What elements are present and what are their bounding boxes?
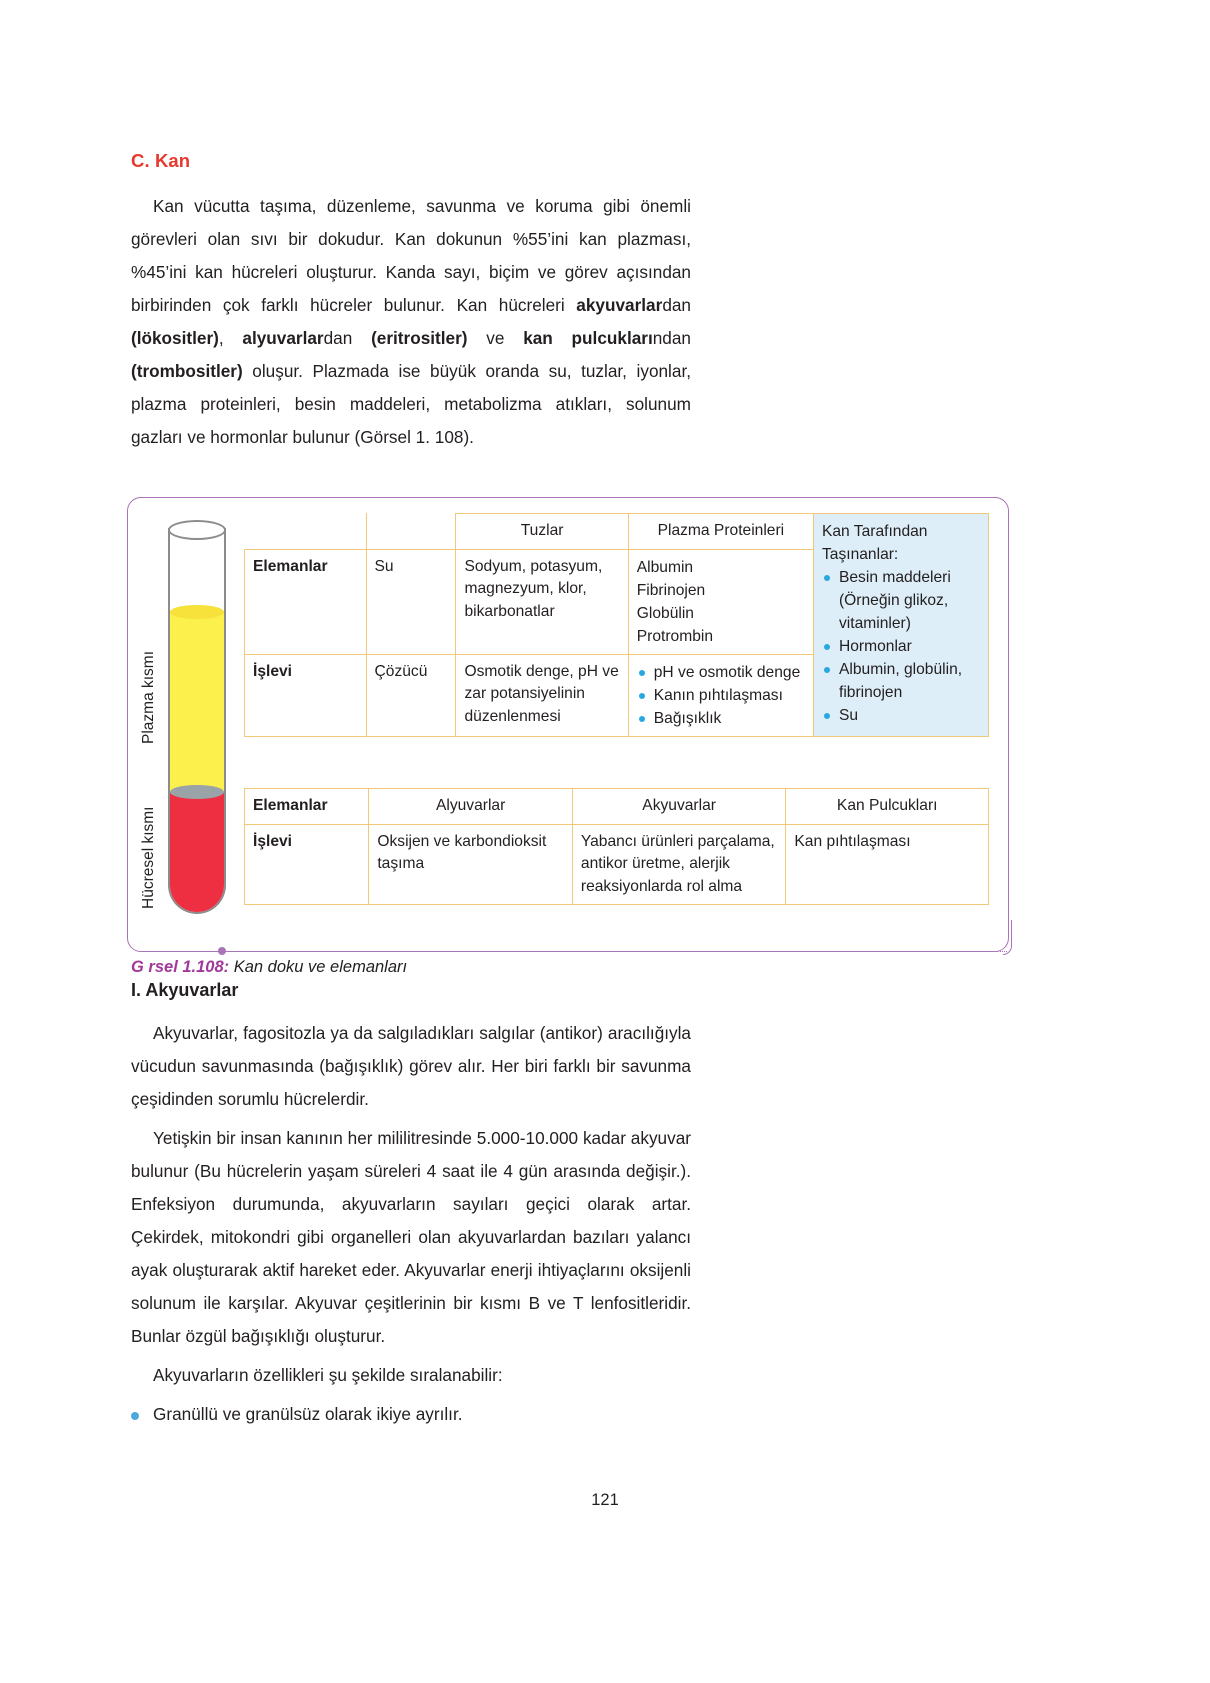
protein-item: Albumin — [636, 558, 694, 576]
tube-cells-layer — [170, 792, 224, 912]
cell-alyuvarlar-islev: Oksijen ve karbondioksit taşıma — [369, 824, 573, 905]
cell-pulcuklar-islev: Kan pıhtılaşması — [786, 824, 989, 905]
table-row — [245, 789, 989, 825]
islevi-protein-list — [637, 661, 805, 730]
paragraph-intro-t6: oluşur. Plazmada ise büyük oranda su, tuzlar, iyonlar, plazma proteinleri, besin maddeleri, metabolizma atıkları, solunum gazları ve hormonlar bulunur (Görsel 1. 108). — [131, 361, 691, 447]
term-akyuvarlar: akyuvarlar — [576, 295, 663, 315]
paragraph-akyuvarlar-1-text: Akyuvarlar, fagositozla ya da salgıladıkları salgılar (antikor) aracılığıyla vücudun savunmasında (bağışıklık) görev alır. Her biri farklı bir savunma çeşidinden sorumlu hücrelerdir. — [131, 1023, 691, 1109]
cell-elemanlar-su: Su — [366, 549, 456, 654]
figure-caption-text: Kan doku ve elemanları — [229, 958, 408, 976]
empty-cell-2 — [366, 514, 456, 550]
list-item: Bağışıklık — [637, 707, 805, 730]
row-label-elemanlar: Elemanlar — [245, 549, 367, 654]
paragraph-akyuvarlar-1 — [131, 1017, 691, 1116]
carried-title-line1: Kan Tarafından — [821, 523, 928, 540]
carried-items-list — [822, 566, 980, 727]
tube-rim — [168, 520, 226, 540]
cell-akyuvarlar-islev: Yabancı ürünleri parçalama, antikor üretme, alerjik reaksiyonlarda rol alma — [572, 824, 786, 905]
cell-elemanlar-tuzlar: Sodyum, potasyum, magnezyum, klor, bikarbonatlar — [456, 549, 628, 654]
row-label-islevi: İşlevi — [245, 654, 367, 736]
cell-islevi-tuzlar: Osmotik denge, pH ve zar potansiyelinin düzenlenmesi — [456, 654, 628, 736]
header-plazma-proteinleri: Plazma Proteinleri — [628, 514, 813, 550]
list-item: pH ve osmotik denge — [637, 661, 805, 684]
paragraph-intro-t1: dan — [662, 295, 691, 315]
page-title: C. Kan — [131, 150, 191, 171]
term-alyuvarlar: alyuvarlar — [242, 328, 324, 348]
tube-body — [168, 528, 226, 914]
paragraph-intro-part1: Kan vücutta taşıma, düzenleme, savunma ve koruma gibi önemli görevleri olan sıvı bir dokudur. Kan dokunun %55’ini kan plazması, %45’ini kan hücreleri oluşturur. Kanda sayı, biçim ve görev açısından birbirinden çok farklı hücreler bulunur. Kan hücreleri — [131, 196, 691, 315]
blood-tube-illustration — [138, 510, 248, 940]
paragraph-akyuvarlar-2-text: Yetişkin bir insan kanının her mililitresinde 5.000-10.000 kadar akyuvar bulunur (Bu hücrelerin yaşam süreleri 4 saat ile 4 gün arasında değişir.). Enfeksiyon durumunda, akyuvarların sayıları geçici olarak artar. Çekirdek, mitokondri gibi organelleri olan akyuvarlardan bazıları yalancı ayak oluşturarak aktif hareket eder. Akyuvarlar enerji ihtiyaçlarını oksijenli solunum ile karşılar. Akyuvar çeşitlerinin bir kısmı B ve T lenfositleridir. Bunlar özgül bağışıklığı oluşturur. — [131, 1128, 691, 1346]
test-tube-icon — [168, 520, 230, 920]
header-kan-pulcuklari: Kan Pulcukları — [786, 789, 989, 825]
cell-islevi-proteinler — [628, 654, 813, 736]
figure-caption — [131, 958, 407, 977]
protein-item: Fibrinojen — [636, 581, 706, 599]
paragraph-intro — [131, 190, 691, 454]
table-cellular — [244, 788, 989, 905]
paragraph-intro-t2: , — [218, 328, 243, 348]
tube-label-plasma: Plazma kısmı — [140, 650, 157, 744]
empty-corner-cell — [245, 514, 367, 550]
list-item: Besin maddeleri (Örneğin glikoz, vitaminler) — [822, 566, 980, 635]
term-lokositler: (lökositler) — [131, 328, 219, 348]
paragraph-intro-t5: ndan — [652, 328, 691, 348]
carried-title-line2: Taşınanlar: — [821, 546, 899, 563]
header-alyuvarlar: Alyuvarlar — [369, 789, 573, 825]
protein-item: Globülin — [636, 604, 694, 622]
paragraph-intro-t4: ve — [467, 328, 524, 348]
term-kan-pulcuklari: kan pulcukları — [523, 328, 653, 348]
list-item: Su — [822, 704, 980, 727]
list-item: Hormonlar — [822, 635, 980, 658]
term-eritrositler: (eritrositler) — [371, 328, 468, 348]
table-plasma — [244, 513, 989, 737]
row-label-islevi-cell: İşlevi — [245, 824, 369, 905]
figure-caption-label: G rsel 1.108: — [131, 958, 230, 976]
paragraph-intro-t3: dan — [323, 328, 372, 348]
protein-item: Protrombin — [636, 627, 714, 645]
text-column-top — [131, 150, 691, 460]
table-row — [245, 514, 989, 550]
tube-plasma-layer — [170, 612, 224, 792]
caption-rule — [222, 951, 1007, 952]
caption-rule-corner — [1003, 920, 1012, 955]
cell-kan-tarafindan-tasinanlar — [813, 514, 988, 737]
header-akyuvarlar: Akyuvarlar — [572, 789, 786, 825]
header-elemanlar: Elemanlar — [245, 789, 369, 825]
paragraph-akyuvarlar-3-text: Akyuvarların özellikleri şu şekilde sıralanabilir: — [153, 1365, 503, 1385]
cell-islevi-cozucu: Çözücü — [366, 654, 456, 736]
term-trombositler: (trombositler) — [131, 361, 243, 381]
paragraph-akyuvarlar-2 — [131, 1122, 691, 1353]
akyuvar-properties-list — [131, 1398, 691, 1431]
header-tuzlar: Tuzlar — [456, 514, 628, 550]
cell-elemanlar-proteinler — [628, 549, 813, 654]
figure-blood-tissue — [127, 497, 1009, 952]
page-number: 121 — [591, 1491, 619, 1509]
text-column-bottom — [131, 980, 691, 1431]
list-item: Kanın pıhtılaşması — [637, 684, 805, 707]
table-row — [245, 824, 989, 905]
subsection-title: I. Akyuvarlar — [131, 980, 239, 1000]
paragraph-akyuvarlar-3 — [131, 1359, 691, 1392]
list-item: Albumin, globülin, fibrinojen — [822, 658, 980, 704]
list-item: Granüllü ve granülsüz olarak ikiye ayrılır. — [131, 1398, 691, 1431]
tube-label-cellular: Hücresel kısmı — [140, 806, 157, 910]
